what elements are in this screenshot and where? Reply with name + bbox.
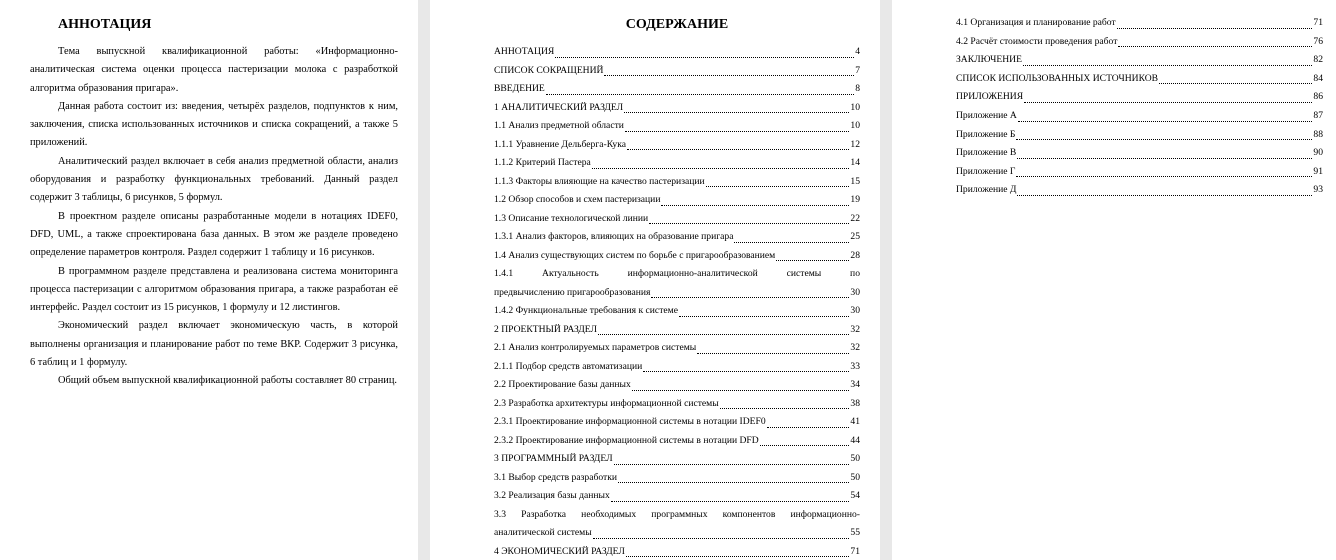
toc-list: [494, 43, 860, 560]
toc-entry-text: Приложение Г: [956, 165, 1016, 177]
toc-entry-text: 1.4.2 Функциональные требования к системе: [494, 305, 678, 316]
toc-entry-text: 2.3.1 Проектирование информационной системы в нотации IDEF0: [494, 416, 766, 427]
toc-entry[interactable]: [494, 543, 860, 560]
toc-entry-text-continued: аналитической системы: [494, 527, 592, 538]
toc-entry[interactable]: [494, 265, 860, 302]
toc-page-number: 25: [850, 231, 860, 242]
toc-page-number: 33: [850, 360, 860, 372]
toc-entry[interactable]: [956, 14, 1323, 33]
toc-page-number: 71: [850, 545, 860, 557]
toc-entry-text: 4.2 Расчёт стоимости проведения работ: [956, 35, 1118, 47]
toc-entry[interactable]: [494, 99, 860, 118]
toc-entry[interactable]: [956, 70, 1323, 89]
annotation-paragraph: Экономический раздел включает экономическую часть, в которой выполнены организация и планирование работ по теме ВКР. Содержит 3 рисунка, 6 таблиц и 1 формулу.: [30, 320, 398, 369]
toc-entry[interactable]: [494, 321, 860, 340]
toc-entry-text: 1.3.1 Анализ факторов, влияющих на образование пригара: [494, 231, 734, 242]
toc-leader-dots: [1117, 28, 1313, 29]
toc-entry-text: 2.1 Анализ контролируемых параметров системы: [494, 342, 697, 353]
toc-page-number: 82: [1313, 54, 1323, 66]
toc-entry-text: Приложение А: [956, 109, 1017, 121]
toc-entry-text: 4.1 Организация и планирование работ: [956, 17, 1116, 28]
toc-entry[interactable]: [494, 154, 860, 173]
toc-entry-text: 3.1 Выбор средств разработки: [494, 471, 617, 483]
toc-page-number: 10: [850, 120, 860, 131]
toc-entry-text: 2 ПРОЕКТНЫЙ РАЗДЕЛ: [494, 323, 598, 335]
toc-entry-text: 1 АНАЛИТИЧЕСКИЙ РАЗДЕЛ: [494, 101, 624, 113]
toc-entry[interactable]: [494, 376, 860, 395]
toc-entry[interactable]: [956, 88, 1323, 107]
toc-page-number: 50: [850, 471, 860, 483]
toc-leader-dots: [598, 334, 849, 335]
toc-leader-dots: [661, 205, 849, 206]
contents-title: СОДЕРЖАНИЕ: [625, 17, 729, 32]
toc-leader-dots: [706, 186, 850, 187]
toc-entry[interactable]: [494, 506, 860, 543]
toc-page-number: 10: [850, 101, 860, 113]
toc-entry[interactable]: [494, 395, 860, 414]
toc-entry[interactable]: [494, 413, 860, 432]
toc-page-number: 44: [850, 434, 860, 446]
toc-leader-dots: [1018, 121, 1313, 122]
toc-leader-dots: [697, 353, 849, 354]
toc-entry[interactable]: [494, 136, 860, 155]
toc-page-number: 19: [850, 194, 860, 205]
toc-entry[interactable]: [494, 247, 860, 266]
annotation-paragraph: Тема выпускной квалификационной работы: «Информационно-аналитическая система оценки процесса пастеризации молока с разработкой алгоритма образования пригара».: [30, 46, 398, 94]
toc-leader-dots: [618, 482, 849, 483]
toc-leader-dots: [1017, 195, 1312, 196]
toc-entry[interactable]: [494, 469, 860, 488]
annotation-paragraph: Данная работа состоит из: введения, четырёх разделов, подпунктов к ним, заключения, списка использованных источников и списка сокращений, а также 5 приложений.: [30, 100, 398, 149]
toc-page-number: 41: [850, 416, 860, 427]
toc-page-number: 14: [850, 157, 860, 168]
toc-entry-text: Приложение В: [956, 147, 1017, 159]
toc-leader-dots: [604, 75, 854, 76]
toc-leader-dots: [649, 223, 849, 224]
toc-page-number: 30: [850, 305, 860, 316]
toc-leader-dots: [611, 501, 850, 502]
toc-page-number: 32: [850, 342, 860, 353]
toc-leader-dots: [720, 408, 850, 409]
toc-entry[interactable]: [494, 339, 860, 358]
toc-entry-text: 4 ЭКОНОМИЧЕСКИЙ РАЗДЕЛ: [494, 545, 625, 557]
toc-entry-text: ЗАКЛЮЧЕНИЕ: [956, 54, 1022, 66]
toc-leader-dots: [651, 297, 849, 298]
toc-entry-text: 1.4.1 Актуальность информационно-аналитической системы по: [494, 268, 860, 279]
toc-entry-text: 1.1 Анализ предметной области: [494, 120, 624, 131]
toc-page-number: 30: [850, 286, 860, 298]
toc-entry-text: 1.4 Анализ существующих систем по борьбе с пригарообразованием: [494, 249, 776, 261]
toc-page-number: 91: [1313, 165, 1323, 177]
toc-page-number: 55: [850, 527, 860, 538]
toc-leader-dots: [546, 94, 854, 95]
page-annotation: [0, 0, 418, 560]
toc-entry[interactable]: [494, 302, 860, 321]
toc-entry-text: 2.2 Проектирование базы данных: [494, 379, 631, 390]
toc-entry-text: Приложение Д: [956, 184, 1017, 196]
toc-leader-dots: [593, 538, 850, 539]
toc-leader-dots: [1023, 65, 1312, 66]
toc-entry-text: 3.3 Разработка необходимых программных компонентов информационно-: [494, 508, 860, 520]
toc-entry[interactable]: [956, 181, 1323, 200]
toc-page-number: 28: [850, 249, 860, 261]
toc-entry[interactable]: [494, 43, 860, 62]
toc-page-number: 4: [855, 46, 860, 57]
toc-page-number: 38: [850, 397, 860, 409]
toc-entry-text-continued: предвычислению пригарообразования: [494, 286, 651, 298]
toc-page-number: 8: [855, 83, 860, 94]
toc-entry-text: 2.1.1 Подбор средств автоматизации: [494, 360, 643, 372]
toc-entry[interactable]: [956, 126, 1323, 145]
toc-entry-text: 3 ПРОГРАММНЫЙ РАЗДЕЛ: [494, 453, 613, 464]
toc-page-number: 15: [850, 175, 860, 187]
toc-page-number: 76: [1313, 35, 1323, 47]
toc-leader-dots: [1024, 102, 1312, 103]
toc-page-number: 7: [855, 64, 860, 76]
toc-list: [956, 14, 1323, 200]
toc-leader-dots: [625, 131, 850, 132]
toc-entry[interactable]: [494, 210, 860, 229]
toc-leader-dots: [1118, 46, 1312, 47]
toc-entry-text: 1.2 Обзор способов и схем пастеризации: [494, 194, 661, 205]
toc-page-number: 50: [850, 453, 860, 464]
toc-page-number: 12: [850, 138, 860, 150]
toc-page-number: 34: [850, 379, 860, 390]
toc-entry[interactable]: [956, 33, 1323, 52]
annotation-title: АННОТАЦИЯ: [58, 17, 152, 32]
toc-leader-dots: [643, 371, 849, 372]
toc-entry-text: 2.3.2 Проектирование информационной системы в нотации DFD: [494, 434, 759, 446]
toc-entry-text: 1.3 Описание технологической линии: [494, 212, 649, 224]
toc-page-number: 88: [1313, 128, 1323, 140]
toc-page-number: 90: [1313, 147, 1323, 159]
toc-entry[interactable]: [956, 51, 1323, 70]
toc-leader-dots: [1016, 176, 1312, 177]
toc-page-number: 93: [1313, 184, 1323, 196]
toc-leader-dots: [614, 464, 850, 465]
toc-page-number: 54: [850, 490, 860, 501]
toc-entry-text: 3.2 Реализация базы данных: [494, 490, 610, 501]
toc-leader-dots: [626, 556, 850, 557]
toc-page-number: 84: [1313, 72, 1323, 84]
toc-entry-text: СПИСОК СОКРАЩЕНИЙ: [494, 64, 604, 76]
annotation-paragraph: Общий объем выпускной квалификационной работы составляет 80 страниц.: [58, 375, 398, 387]
toc-entry-text: АННОТАЦИЯ: [494, 46, 555, 57]
page-contents: [430, 0, 880, 560]
toc-entry[interactable]: [494, 487, 860, 506]
toc-entry[interactable]: [494, 432, 860, 451]
toc-entry[interactable]: [494, 80, 860, 99]
toc-leader-dots: [624, 112, 849, 113]
toc-entry-text: СПИСОК ИСПОЛЬЗОВАННЫХ ИСТОЧНИКОВ: [956, 72, 1159, 84]
toc-entry[interactable]: [494, 450, 860, 469]
toc-entry[interactable]: [494, 62, 860, 81]
toc-entry-text: ПРИЛОЖЕНИЯ: [956, 91, 1024, 103]
toc-entry[interactable]: [494, 173, 860, 192]
toc-entry[interactable]: [494, 228, 860, 247]
toc-page-number: 87: [1313, 109, 1323, 121]
toc-entry[interactable]: [956, 163, 1323, 182]
toc-entry-text: 1.1.1 Уравнение Дельберга-Кука: [494, 138, 626, 150]
toc-leader-dots: [776, 260, 849, 261]
toc-entry[interactable]: [494, 358, 860, 377]
toc-leader-dots: [760, 445, 850, 446]
toc-leader-dots: [627, 149, 849, 150]
toc-page-number: 22: [850, 212, 860, 224]
toc-leader-dots: [632, 390, 850, 391]
toc-leader-dots: [555, 57, 854, 58]
toc-leader-dots: [1159, 83, 1312, 84]
toc-entry-text: Приложение Б: [956, 128, 1016, 140]
toc-entry[interactable]: [494, 117, 860, 136]
toc-entry-text: ВВЕДЕНИЕ: [494, 83, 545, 94]
toc-entry-text: 1.1.2 Критерий Пастера: [494, 157, 591, 168]
toc-leader-dots: [592, 168, 850, 169]
toc-page-number: 32: [850, 323, 860, 335]
toc-entry[interactable]: [956, 144, 1323, 163]
toc-page-number: 71: [1313, 17, 1323, 28]
annotation-paragraph: В программном разделе представлена и реализована система мониторинга процесса пастеризации с алгоритмом образования пригара, а также разработан её интерфейс. Раздел состоит из 15 рисунков, 1 формулу и 12 листингов.: [30, 265, 398, 314]
toc-entry[interactable]: [956, 107, 1323, 126]
toc-leader-dots: [767, 427, 850, 428]
annotation-paragraph: В проектном разделе описаны разработанные модели в нотациях IDEF0, DFD, UML, а также спроектирована база данных. В этом же разделе проведено определение параметров контроля. Раздел содержит 1 таблицу и 16 рисунков.: [30, 210, 398, 259]
toc-page-number: 86: [1313, 91, 1323, 103]
toc-leader-dots: [1016, 139, 1312, 140]
annotation-paragraph: Аналитический раздел включает в себя анализ предметной области, анализ оборудования и разработку функциональных требований. Данный раздел содержит 3 таблицы, 6 рисунков, 5 формул.: [30, 155, 398, 204]
page-contents-continued: [892, 0, 1336, 560]
toc-leader-dots: [1017, 158, 1312, 159]
toc-entry-text: 2.3 Разработка архитектуры информационной системы: [494, 397, 719, 409]
toc-entry[interactable]: [494, 191, 860, 210]
toc-leader-dots: [734, 242, 849, 243]
toc-entry-text: 1.1.3 Факторы влияющие на качество пастеризации: [494, 175, 705, 187]
toc-leader-dots: [679, 316, 849, 317]
